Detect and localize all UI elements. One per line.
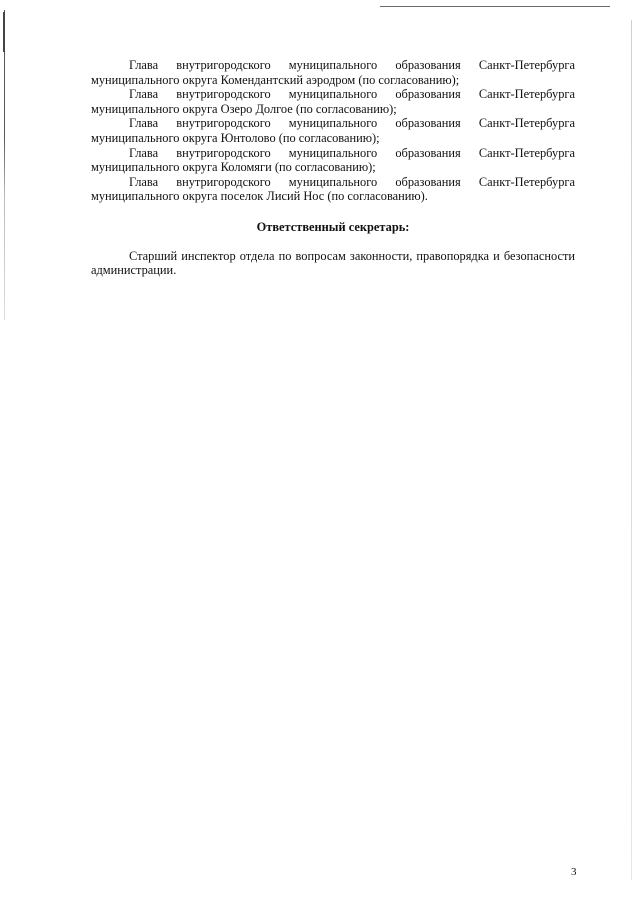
- section-heading-secretary: Ответственный секретарь:: [256, 219, 410, 234]
- document-body: [91, 58, 575, 278]
- member-paragraph-5: Глава внутригородского муниципального образования Санкт-Петербурга муниципального округа поселок Лисий Нос (по согласованию).: [91, 174, 575, 204]
- member-paragraph-4: Глава внутригородского муниципального образования Санкт-Петербурга муниципального округа Коломяги (по согласованию);: [91, 145, 575, 175]
- secretary-paragraph: Старший инспектор отдела по вопросам законности, правопорядка и безопасности администрации.: [91, 248, 575, 278]
- page-number: 3: [571, 866, 577, 878]
- scan-artifact-top-line: [380, 6, 610, 7]
- scan-artifact-left-mark: [3, 12, 5, 52]
- member-paragraph-2: Глава внутригородского муниципального образования Санкт-Петербурга муниципального округа Озеро Долгое (по согласованию);: [91, 87, 575, 116]
- scan-artifact-right-edge: [631, 20, 632, 880]
- member-paragraph-3: Глава внутригородского муниципального образования Санкт-Петербурга муниципального округа Юнтолово (по согласованию);: [91, 116, 575, 145]
- member-paragraph-1: Глава внутригородского муниципального образования Санкт-Петербурга муниципального округа Комендантский аэродром (по согласованию);: [91, 58, 575, 87]
- scan-artifact-left-edge: [4, 10, 5, 320]
